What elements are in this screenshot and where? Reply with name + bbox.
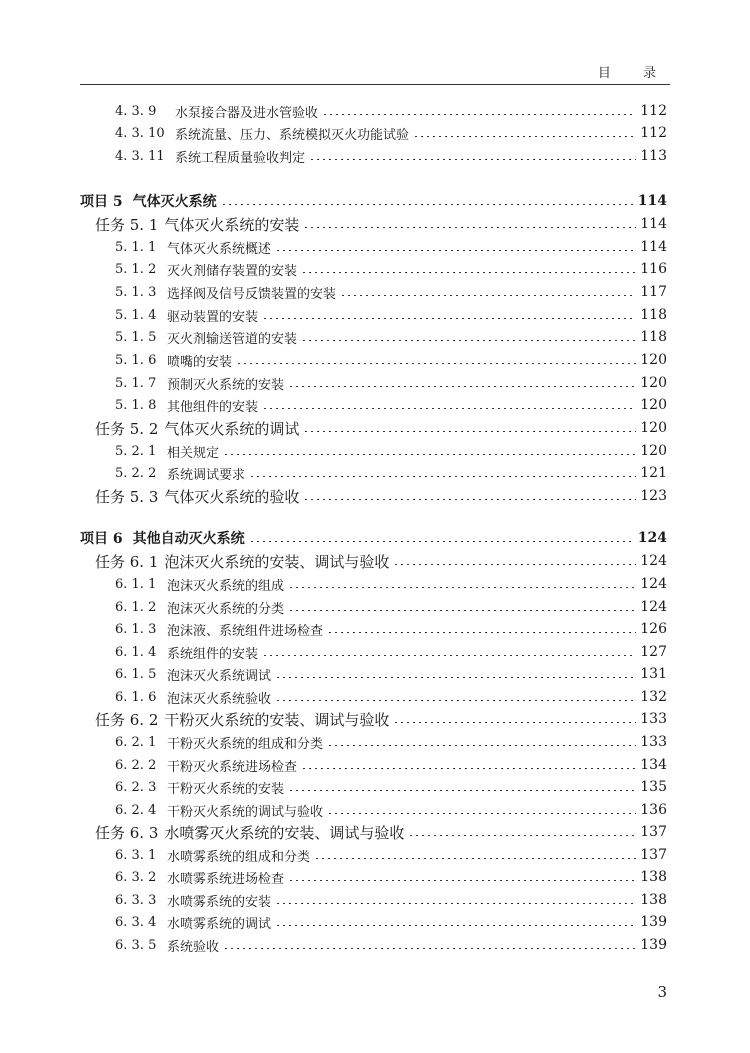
toc-entry-page: 126 xyxy=(640,621,667,637)
toc-entry[interactable] xyxy=(80,573,667,595)
running-header xyxy=(80,62,670,85)
toc-entry-title: 水喷雾灭火系统的安装、调试与验收 xyxy=(164,823,405,842)
toc-entry-number: 6. 3. 2 xyxy=(115,869,157,885)
toc-entry-number: 6. 3. 4 xyxy=(115,914,157,930)
toc-entry[interactable] xyxy=(80,550,667,572)
toc-entry-page: 124 xyxy=(640,599,667,615)
toc-entry[interactable] xyxy=(80,145,667,167)
toc-entry-page: 137 xyxy=(640,847,667,863)
toc-entry-title: 干粉灭火系统的安装 xyxy=(167,781,285,797)
toc-entry-page: 114 xyxy=(640,239,667,255)
toc-entry[interactable] xyxy=(80,527,667,549)
toc-entry-number: 任务 6. 2 xyxy=(95,710,159,729)
header-title: 目 录 xyxy=(597,66,670,81)
toc-entry-title: 干粉灭火系统的组成和分类 xyxy=(167,736,324,752)
toc-entry[interactable] xyxy=(80,281,667,303)
toc-entry-page: 112 xyxy=(640,103,667,119)
toc-entry-page: 120 xyxy=(640,420,667,436)
toc-leader-dots xyxy=(413,136,636,137)
toc-entry-title: 系统调试要求 xyxy=(167,467,246,483)
toc-entry[interactable] xyxy=(80,485,667,507)
toc-entry[interactable] xyxy=(80,100,667,122)
toc-entry[interactable] xyxy=(80,844,667,866)
toc-entry-number: 6. 3. 5 xyxy=(115,937,157,953)
toc-entry-number: 4. 3. 10 xyxy=(115,125,165,141)
toc-leader-dots xyxy=(301,340,636,341)
toc-entry[interactable] xyxy=(80,213,667,235)
toc-entry[interactable] xyxy=(80,304,667,326)
toc-entry[interactable] xyxy=(80,417,667,439)
toc-entry-page: 138 xyxy=(640,869,667,885)
toc-entry[interactable] xyxy=(80,258,667,280)
toc-entry-page: 133 xyxy=(640,711,667,727)
toc-entry-title: 其他组件的安装 xyxy=(167,399,259,415)
toc-leader-dots xyxy=(223,948,636,949)
toc-entry[interactable] xyxy=(80,618,667,640)
toc-entry-title: 其他自动灭火系统 xyxy=(132,531,245,547)
toc-entry[interactable] xyxy=(80,190,667,212)
toc-entry-page: 120 xyxy=(640,443,667,459)
toc-entry-page: 114 xyxy=(640,216,667,232)
toc-entry-page: 121 xyxy=(640,465,667,481)
toc-entry-number: 5. 1. 3 xyxy=(115,284,157,300)
toc-leader-dots xyxy=(275,677,636,678)
toc-entry[interactable] xyxy=(80,349,667,371)
toc-entry-page: 135 xyxy=(640,779,667,795)
toc-entry-title: 预制灭火系统的安装 xyxy=(167,377,285,393)
toc-entry-page: 131 xyxy=(640,666,667,682)
toc-leader-dots xyxy=(393,722,636,723)
toc-entry-page: 124 xyxy=(637,530,667,546)
toc-entry-title: 泡沫灭火系统的分类 xyxy=(167,601,285,617)
toc-entry-title: 气体灭火系统概述 xyxy=(167,241,272,257)
toc-entry-title: 系统验收 xyxy=(167,939,220,955)
toc-entry-page: 132 xyxy=(640,689,667,705)
toc-entry-number: 6. 1. 1 xyxy=(115,576,157,592)
toc-entry-title: 喷嘴的安装 xyxy=(167,354,233,370)
toc-leader-dots xyxy=(301,768,636,769)
toc-entry-number: 项目 5 xyxy=(80,194,123,210)
toc-entry-page: 117 xyxy=(640,284,667,300)
toc-entry-page: 137 xyxy=(640,824,667,840)
toc-leader-dots xyxy=(262,318,636,319)
toc-leader-dots xyxy=(327,745,636,746)
toc-entry[interactable] xyxy=(80,641,667,663)
toc-leader-dots xyxy=(327,813,636,814)
toc-entry[interactable] xyxy=(80,731,667,753)
toc-entry-page: 116 xyxy=(640,261,667,277)
toc-entry-number: 6. 1. 6 xyxy=(115,689,157,705)
toc-leader-dots xyxy=(301,272,636,273)
toc-entry-page: 118 xyxy=(640,329,667,345)
toc-leader-dots xyxy=(221,204,634,205)
toc-entry[interactable] xyxy=(80,663,667,685)
toc-leader-dots xyxy=(393,564,636,565)
toc-entry-title: 泡沫灭火系统验收 xyxy=(167,691,272,707)
toc-entry-title: 相关规定 xyxy=(167,445,220,461)
toc-entry-page: 138 xyxy=(640,892,667,908)
toc-entry-page: 139 xyxy=(640,914,667,930)
toc-entry-page: 113 xyxy=(640,148,667,164)
toc-entry-number: 任务 5. 1 xyxy=(95,215,159,234)
toc-leader-dots xyxy=(288,386,636,387)
toc-entry-page: 123 xyxy=(640,488,667,504)
toc-entry[interactable] xyxy=(80,889,667,911)
toc-entry-page: 139 xyxy=(640,937,667,953)
toc-entry-page: 133 xyxy=(640,734,667,750)
toc-entry-number: 5. 2. 2 xyxy=(115,465,157,481)
toc-entry[interactable] xyxy=(80,596,667,618)
toc-entry-number: 4. 3. 9 xyxy=(115,103,157,119)
toc-entry-number: 5. 1. 6 xyxy=(115,352,157,368)
toc-leader-dots xyxy=(275,250,636,251)
toc-entry-number: 6. 1. 4 xyxy=(115,644,157,660)
toc-leader-dots xyxy=(275,700,636,701)
toc-leader-dots xyxy=(223,454,636,455)
toc-entry[interactable] xyxy=(80,440,667,462)
toc-entry-title: 气体灭火系统 xyxy=(132,194,217,210)
toc-leader-dots xyxy=(288,610,636,611)
toc-leader-dots xyxy=(408,835,636,836)
toc-entry-number: 任务 6. 1 xyxy=(95,552,159,571)
toc-entry-page: 127 xyxy=(640,644,667,660)
toc-entry-number: 5. 1. 4 xyxy=(115,307,157,323)
toc-leader-dots xyxy=(249,541,634,542)
toc-leader-dots xyxy=(288,880,636,881)
toc-leader-dots xyxy=(262,655,636,656)
toc-entry[interactable] xyxy=(80,462,667,484)
toc-entry[interactable] xyxy=(80,934,667,956)
toc-entry-page: 112 xyxy=(640,125,667,141)
toc-entry-page: 120 xyxy=(640,352,667,368)
toc-entry[interactable] xyxy=(80,911,667,933)
toc-entry-page: 120 xyxy=(640,375,667,391)
toc-entry-number: 项目 6 xyxy=(80,531,123,547)
toc-leader-dots xyxy=(262,408,636,409)
toc-entry-title: 泡沫灭火系统调试 xyxy=(167,668,272,684)
toc-entry-title: 驱动装置的安装 xyxy=(167,309,259,325)
toc-entry-number: 6. 2. 2 xyxy=(115,757,157,773)
toc-entry-title: 泡沫灭火系统的组成 xyxy=(167,578,285,594)
toc-leader-dots xyxy=(288,587,636,588)
toc-entry-number: 4. 3. 11 xyxy=(115,148,165,164)
toc-entry-number: 6. 1. 5 xyxy=(115,666,157,682)
toc-entry-number: 任务 6. 3 xyxy=(95,823,159,842)
toc-entry-number: 5. 1. 7 xyxy=(115,375,157,391)
toc-leader-dots xyxy=(275,925,636,926)
toc-entry-title: 气体灭火系统的验收 xyxy=(164,487,300,506)
toc-entry-page: 124 xyxy=(640,553,667,569)
toc-entry-title: 系统组件的安装 xyxy=(167,646,259,662)
toc-leader-dots xyxy=(314,858,636,859)
toc-entry[interactable] xyxy=(80,326,667,348)
toc-entry-title: 气体灭火系统的调试 xyxy=(164,419,300,438)
toc-entry-page: 120 xyxy=(640,397,667,413)
toc-entry-page: 114 xyxy=(637,193,667,209)
toc-entry-number: 6. 1. 2 xyxy=(115,599,157,615)
toc-leader-dots xyxy=(275,903,636,904)
toc-leader-dots xyxy=(303,431,636,432)
toc-entry-number: 任务 5. 2 xyxy=(95,419,159,438)
toc-entry-number: 6. 2. 3 xyxy=(115,779,157,795)
toc-entry-title: 泡沫液、系统组件进场检查 xyxy=(167,623,324,639)
toc-entry-number: 6. 1. 3 xyxy=(115,621,157,637)
toc-entry-number: 6. 2. 4 xyxy=(115,802,157,818)
toc-entry[interactable] xyxy=(80,799,667,821)
toc-entry-page: 136 xyxy=(640,802,667,818)
toc-entry[interactable] xyxy=(80,394,667,416)
toc-entry-title: 选择阀及信号反馈装置的安装 xyxy=(167,286,337,302)
toc-entry-page: 118 xyxy=(640,307,667,323)
toc-entry-title: 水喷雾系统进场检查 xyxy=(167,871,285,887)
toc-entry-title: 灭火剂储存装置的安装 xyxy=(167,263,298,279)
toc-entry-title: 水喷雾系统的安装 xyxy=(167,894,272,910)
toc-entry[interactable] xyxy=(80,372,667,394)
page-number: 3 xyxy=(657,983,667,1001)
toc-entry[interactable] xyxy=(80,776,667,798)
toc-entry-title: 水喷雾系统的组成和分类 xyxy=(167,849,311,865)
toc-entry-number: 6. 3. 3 xyxy=(115,892,157,908)
toc-entry[interactable] xyxy=(80,708,667,730)
toc-entry-title: 系统工程质量验收判定 xyxy=(175,150,306,166)
toc-entry-number: 6. 2. 1 xyxy=(115,734,157,750)
toc-entry-number: 5. 1. 1 xyxy=(115,239,157,255)
toc-leader-dots xyxy=(322,114,636,115)
toc-leader-dots xyxy=(236,363,636,364)
toc-entry-title: 干粉灭火系统进场检查 xyxy=(167,759,298,775)
toc-leader-dots xyxy=(340,295,636,296)
toc-leader-dots xyxy=(309,159,636,160)
toc-entry[interactable] xyxy=(80,754,667,776)
toc-entry-title: 水泵接合器及进水管验收 xyxy=(175,105,319,121)
toc-entry-page: 134 xyxy=(640,757,667,773)
toc-entry-title: 泡沫灭火系统的安装、调试与验收 xyxy=(164,552,390,571)
toc-entry-page: 124 xyxy=(640,576,667,592)
toc-entry[interactable] xyxy=(80,236,667,258)
toc-entry-number: 5. 1. 2 xyxy=(115,261,157,277)
toc-leader-dots xyxy=(303,227,636,228)
toc-entry-number: 5. 1. 5 xyxy=(115,329,157,345)
toc-entry-title: 气体灭火系统的安装 xyxy=(164,215,300,234)
toc-leader-dots xyxy=(288,790,636,791)
toc-entry-number: 6. 3. 1 xyxy=(115,847,157,863)
toc-leader-dots xyxy=(327,632,636,633)
toc-entry-title: 水喷雾系统的调试 xyxy=(167,916,272,932)
toc-leader-dots xyxy=(303,499,636,500)
toc-entry[interactable] xyxy=(80,821,667,843)
toc-entry-title: 灭火剂输送管道的安装 xyxy=(167,331,298,347)
toc-entry-number: 5. 2. 1 xyxy=(115,443,157,459)
toc-entry-title: 系统流量、压力、系统模拟灭火功能试验 xyxy=(175,127,410,143)
toc-leader-dots xyxy=(249,476,636,477)
toc-entry-number: 5. 1. 8 xyxy=(115,397,157,413)
toc-entry-title: 干粉灭火系统的调试与验收 xyxy=(167,804,324,820)
toc-entry-number: 任务 5. 3 xyxy=(95,487,159,506)
toc-entry-title: 干粉灭火系统的安装、调试与验收 xyxy=(164,710,390,729)
toc-entry[interactable] xyxy=(80,866,667,888)
toc-entry[interactable] xyxy=(80,686,667,708)
toc-entry[interactable] xyxy=(80,122,667,144)
